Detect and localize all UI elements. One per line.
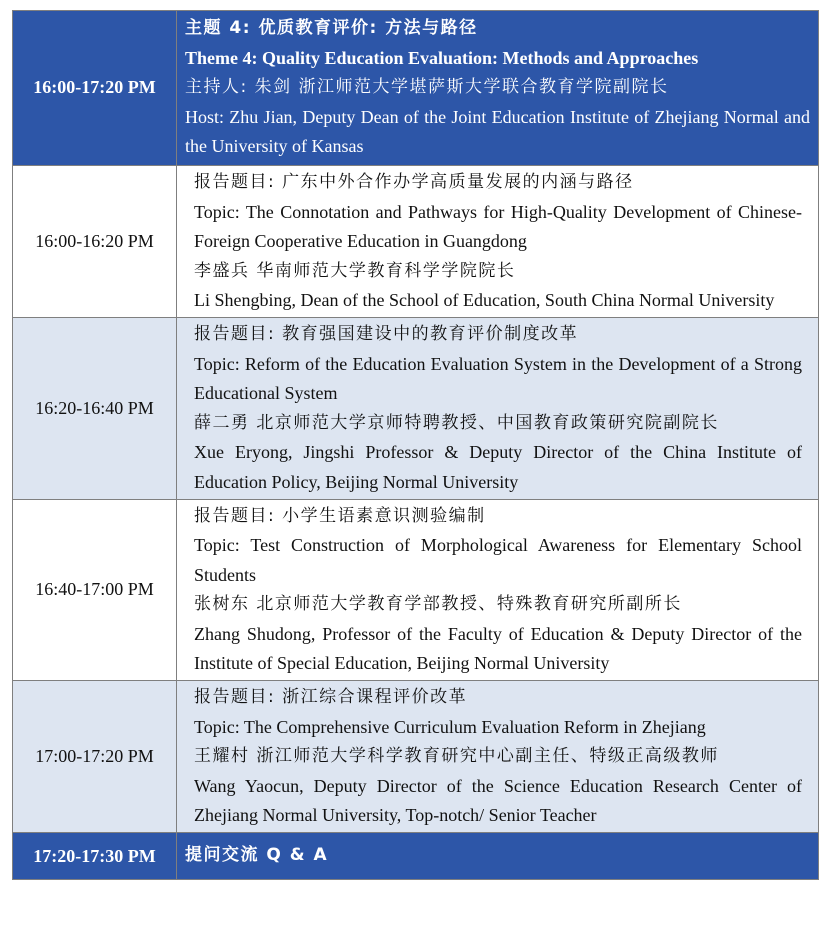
talk-details (177, 499, 819, 681)
speaker-zh: 薛二勇 北京师范大学京师特聘教授、中国教育政策研究院副院长 (194, 412, 719, 433)
talk-time: 16:40-17:00 PM (13, 499, 177, 681)
talk-details (177, 317, 819, 499)
theme-details (177, 11, 819, 166)
theme-header-row (13, 11, 819, 166)
talk-time: 16:20-16:40 PM (13, 317, 177, 499)
talk-row (13, 317, 819, 499)
qa-time: 17:20-17:30 PM (13, 833, 177, 880)
topic-en: Topic: Test Construction of Morphological Awareness for Elementary School Students (194, 535, 802, 585)
talk-row (13, 165, 819, 317)
theme-time: 16:00-17:20 PM (13, 11, 177, 166)
speaker-zh: 王耀村 浙江师范大学科学教育研究中心副主任、特级正高级教师 (194, 746, 719, 767)
speaker-zh: 李盛兵 华南师范大学教育科学学院院长 (194, 260, 516, 281)
schedule-table (12, 10, 819, 880)
topic-zh: 报告题目: 广东中外合作办学高质量发展的内涵与路径 (194, 171, 634, 192)
qa-details (177, 833, 819, 880)
talk-row (13, 499, 819, 681)
topic-en: Topic: Reform of the Education Evaluation System in the Development of a Strong Educational System (194, 353, 802, 404)
theme-title-zh: 主题 4: 优质教育评价: 方法与路径 (185, 18, 478, 38)
qa-row (13, 833, 819, 880)
theme-title-en: Theme 4: Quality Education Evaluation: Methods and Approaches (185, 47, 699, 68)
talk-time: 16:00-16:20 PM (13, 165, 177, 317)
talk-time: 17:00-17:20 PM (13, 681, 177, 833)
talk-details (177, 165, 819, 317)
speaker-en: Xue Eryong, Jingshi Professor & Deputy Director of the China Institute of Education Policy, Beijing Normal University (194, 442, 802, 492)
speaker-en: Wang Yaocun, Deputy Director of the Science Education Research Center of Zhejiang Normal University, Top-notch/ Senior Teacher (194, 775, 802, 826)
talk-row (13, 681, 819, 833)
speaker-zh: 张树东 北京师范大学教育学部教授、特殊教育研究所副所长 (194, 594, 682, 615)
topic-zh: 报告题目: 浙江综合课程评价改革 (194, 687, 468, 708)
speaker-en: Li Shengbing, Dean of the School of Education, South China Normal University (194, 290, 775, 311)
talk-details (177, 681, 819, 833)
topic-en: Topic: The Connotation and Pathways for High-Quality Development of Chinese-Foreign Cooperative Education in Guangdong (194, 201, 802, 252)
topic-zh: 报告题目: 教育强国建设中的教育评价制度改革 (194, 323, 579, 344)
qa-label: 提问交流 Q & A (185, 845, 329, 866)
host-zh: 主持人: 朱剑 浙江师范大学堪萨斯大学联合教育学院副院长 (185, 77, 669, 98)
speaker-en: Zhang Shudong, Professor of the Faculty of Education & Deputy Director of the Institute of Special Education, Beijing Normal University (194, 623, 802, 674)
topic-en: Topic: The Comprehensive Curriculum Evaluation Reform in Zhejiang (194, 716, 706, 737)
topic-zh: 报告题目: 小学生语素意识测验编制 (194, 505, 486, 526)
host-en: Host: Zhu Jian, Deputy Dean of the Joint Education Institute of Zhejiang Normal and the University of Kansas (185, 106, 810, 157)
